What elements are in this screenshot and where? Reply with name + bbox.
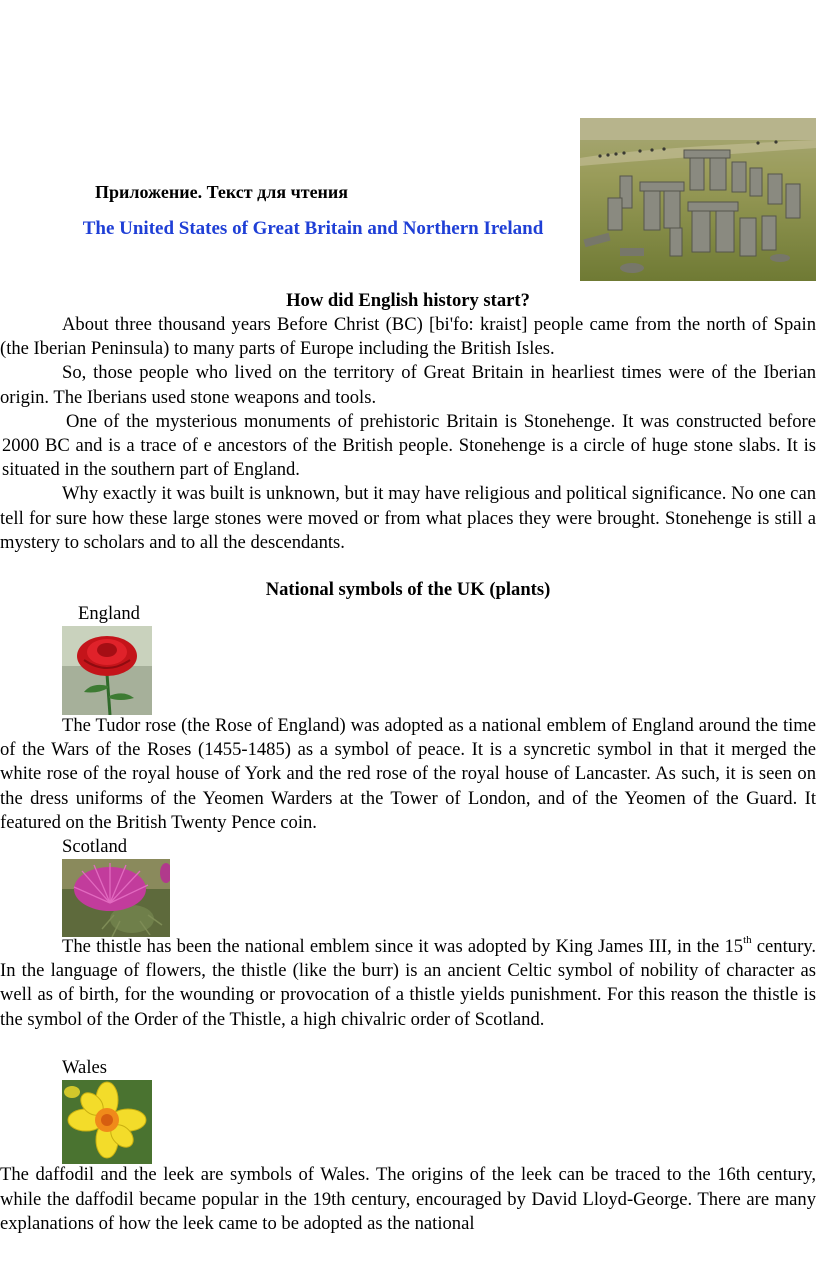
document-title-text: The United States of Great Britain and Northern Ireland bbox=[82, 218, 544, 239]
history-heading: How did English history start? bbox=[286, 290, 530, 311]
symbols-heading: National symbols of the UK (plants) bbox=[265, 579, 551, 600]
england-text bbox=[0, 714, 816, 835]
history-paragraph-1: About three thousand years Before Christ (BC) [bi'fo: kraist] people came from the north of Spain (the Iberian Peninsula) to many parts of Europe including the British Isles. bbox=[0, 314, 816, 360]
wales-text bbox=[0, 1163, 816, 1237]
stonehenge-photo bbox=[580, 118, 816, 281]
history-text bbox=[0, 313, 816, 555]
history-paragraph-2: So, those people who lived on the territory of Great Britain in hearliest times were of the Iberian origin. The Iberians used stone weapons and tools. bbox=[0, 362, 816, 408]
england-label: England bbox=[78, 603, 140, 624]
wales-label: Wales bbox=[62, 1057, 107, 1078]
thistle-photo bbox=[62, 859, 170, 937]
appendix-heading: Приложение. Текст для чтения bbox=[95, 182, 349, 202]
scotland-text-end: century. In the language of flowers, the thistle (like the burr) is an ancient Celtic symbol of nobility of character as well as of birth, for the wounding or provocation of a thistle yields punishment. For this reason the thistle is the symbol of the Order of the Thistle, a high chivalric order of Scotland. bbox=[0, 936, 816, 1030]
wales-paragraph: The daffodil and the leek are symbols of Wales. The origins of the leek can be traced to the 16th century, while the daffodil became popular in the 19th century, encouraged by David Lloyd-George. There are many explanations of how the leek came to be adopted as the national bbox=[0, 1164, 816, 1235]
scotland-label: Scotland bbox=[62, 836, 128, 857]
daffodil-photo bbox=[62, 1080, 152, 1164]
history-paragraph-3: One of the mysterious monuments of prehistoric Britain is Stonehenge. It was constructed before 2000 BC and is a trace of e ancestors of the British people. Stonehenge is a circle of huge stone slabs. It is situated in the southern part of England. bbox=[2, 410, 816, 481]
rose-photo bbox=[62, 626, 152, 715]
history-paragraph-4: Why exactly it was built is unknown, but it may have religious and political significance. No one can tell for sure how these large stones were moved or from what places they were brought. Stonehenge is still a mystery to scholars and to all the descendants. bbox=[0, 483, 816, 553]
england-paragraph: The Tudor rose (the Rose of England) was adopted as a national emblem of England around the time of the Wars of the Roses (1455-1485) as a symbol of peace. It is a syncretic symbol in that it merged the white rose of the royal house of York and the red rose of the royal house of Lancaster. As such, it is seen on the dress uniforms of the Yeomen Warders at the Tower of London, and of the Yeomen of the Guard. It featured on the British Twenty Pence coin. bbox=[0, 715, 816, 833]
document-title bbox=[40, 217, 586, 241]
scotland-paragraph bbox=[0, 935, 816, 1032]
scotland-text bbox=[0, 935, 816, 1032]
scotland-text-start: The thistle has been the national emblem since it was adopted by King James III, in the 15 bbox=[62, 936, 744, 957]
scotland-sup: th bbox=[743, 933, 752, 946]
